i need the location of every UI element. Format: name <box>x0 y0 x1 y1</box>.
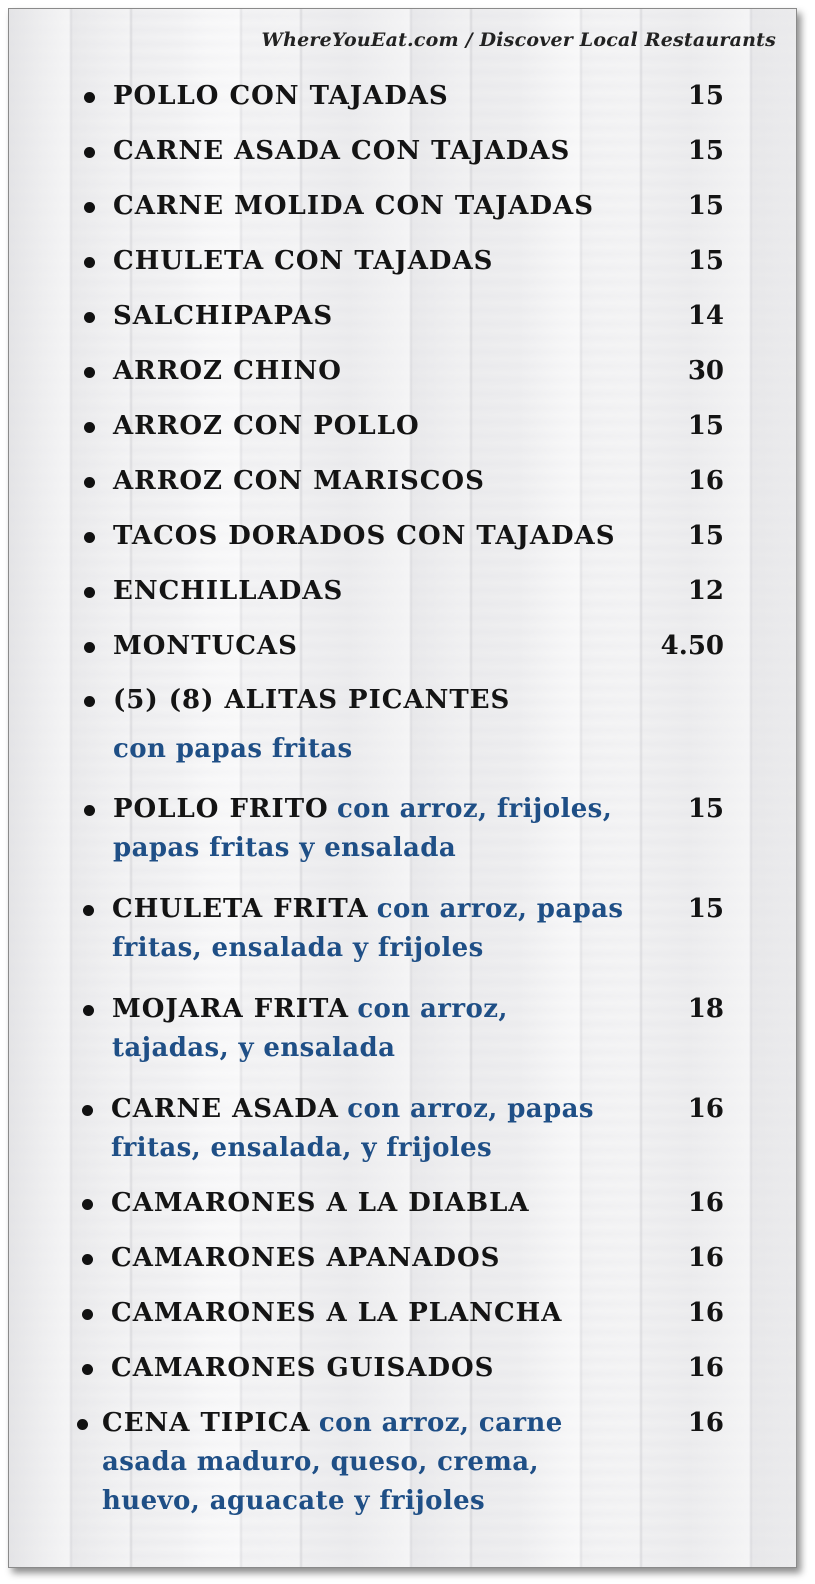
menu-item-name: (5) (8) ALITAS PICANTES <box>113 685 511 715</box>
menu-item-text <box>102 1404 582 1521</box>
menu-item-price: 16 <box>687 1094 724 1124</box>
menu-item-price: 18 <box>687 994 724 1024</box>
menu-item-name: MONTUCAS <box>113 631 298 661</box>
menu-item-text <box>111 1294 671 1333</box>
menu-item-price: 16 <box>687 1353 724 1383</box>
menu-item-name: CENA TIPICA <box>102 1408 311 1438</box>
menu-item-description: con papas fritas <box>113 734 353 764</box>
menu-item-text <box>111 1239 671 1278</box>
menu-item-text <box>113 681 673 769</box>
bullet-icon <box>83 1005 94 1016</box>
bullet-icon <box>82 1309 93 1320</box>
menu-item-text <box>113 187 673 226</box>
bullet-icon <box>84 312 95 323</box>
menu-item-name: CHULETA FRITA <box>112 894 369 924</box>
menu-item-text <box>113 790 658 868</box>
menu-item-name: POLLO FRITO <box>113 794 329 824</box>
menu-item-text <box>111 1090 656 1168</box>
menu-item-text <box>113 517 673 556</box>
menu-item-price: 14 <box>687 301 724 331</box>
menu-item-price: 30 <box>687 356 724 386</box>
bullet-icon <box>84 147 95 158</box>
menu-item-text <box>113 297 673 336</box>
menu-item-text <box>113 132 673 171</box>
bullet-icon <box>84 532 95 543</box>
menu-item-price: 15 <box>687 191 724 221</box>
bullet-icon <box>83 905 94 916</box>
menu-item-description: con arroz, frijoles, papas fritas y ensalada <box>113 794 613 863</box>
menu-item-description: con arroz, carne asada maduro, queso, crema, huevo, aguacate y frijoles <box>102 1408 563 1516</box>
menu-item-name: POLLO CON TAJADAS <box>113 81 449 111</box>
menu-item-price: 15 <box>687 136 724 166</box>
menu-item-name: CAMARONES A LA PLANCHA <box>111 1298 563 1328</box>
menu-item-name: CARNE ASADA <box>111 1094 339 1124</box>
menu-item-price: 4.50 <box>660 631 724 661</box>
menu-item-text <box>112 890 657 968</box>
menu-item-price: 16 <box>687 1298 724 1328</box>
menu-item-price: 15 <box>687 246 724 276</box>
menu-item-price: 15 <box>687 81 724 111</box>
bullet-icon <box>84 477 95 488</box>
bullet-icon <box>84 257 95 268</box>
menu-item-price: 15 <box>687 794 724 824</box>
menu-item-name: CAMARONES APANADOS <box>111 1243 501 1273</box>
bullet-icon <box>84 587 95 598</box>
menu-item-text <box>112 990 582 1068</box>
menu-item-text <box>113 352 673 391</box>
menu-item-price: 15 <box>687 521 724 551</box>
menu-item-name: SALCHIPAPAS <box>113 301 334 331</box>
menu-item-text <box>113 462 673 501</box>
menu-item-name: ARROZ CHINO <box>113 356 342 386</box>
bullet-icon <box>84 367 95 378</box>
menu-item-text <box>113 77 673 116</box>
menu-item-name: TACOS DORADOS CON TAJADAS <box>113 521 616 551</box>
menu-page <box>8 8 797 1568</box>
menu-item-name: ARROZ CON MARISCOS <box>113 466 485 496</box>
bullet-icon <box>84 696 95 707</box>
menu-item-text <box>111 1349 671 1388</box>
menu-item-price: 16 <box>687 1408 724 1438</box>
menu-item-name: CARNE MOLIDA CON TAJADAS <box>113 191 594 221</box>
bullet-icon <box>84 642 95 653</box>
menu-item-name: MOJARA FRITA <box>112 994 350 1024</box>
menu-item-name: CARNE ASADA CON TAJADAS <box>113 136 571 166</box>
menu-item-text <box>113 627 673 666</box>
menu-item-price: 15 <box>687 894 724 924</box>
bullet-icon <box>82 1364 93 1375</box>
bullet-icon <box>77 1419 88 1430</box>
menu-item-price: 15 <box>687 411 724 441</box>
menu-item-description: con arroz, papas fritas, ensalada y frijoles <box>112 894 624 963</box>
menu-item-price: 16 <box>687 1243 724 1273</box>
menu-item-text <box>113 407 673 446</box>
bullet-icon <box>82 1105 93 1116</box>
menu-item-text <box>111 1184 671 1223</box>
bullet-icon <box>84 202 95 213</box>
menu-item-name: ARROZ CON POLLO <box>113 411 420 441</box>
bullet-icon <box>82 1254 93 1265</box>
menu-item-name: CAMARONES A LA DIABLA <box>111 1188 530 1218</box>
menu-item-name: CAMARONES GUISADOS <box>111 1353 495 1383</box>
menu-item-description: con arroz, papas fritas, ensalada, y frijoles <box>111 1094 594 1163</box>
menu-item-price: 16 <box>687 466 724 496</box>
menu-item-description: con arroz, tajadas, y ensalada <box>112 994 508 1063</box>
bullet-icon <box>82 1199 93 1210</box>
menu-item-text <box>113 572 673 611</box>
bullet-icon <box>84 422 95 433</box>
bullet-icon <box>84 805 95 816</box>
menu-item-name: CHULETA CON TAJADAS <box>113 246 494 276</box>
menu-item-name: ENCHILLADAS <box>113 576 344 606</box>
site-credit: WhereYouEat.com / Discover Local Restaurants <box>261 29 776 51</box>
menu-item-text <box>113 242 673 281</box>
menu-item-price: 16 <box>687 1188 724 1218</box>
bullet-icon <box>84 92 95 103</box>
menu-item-price: 12 <box>687 576 724 606</box>
